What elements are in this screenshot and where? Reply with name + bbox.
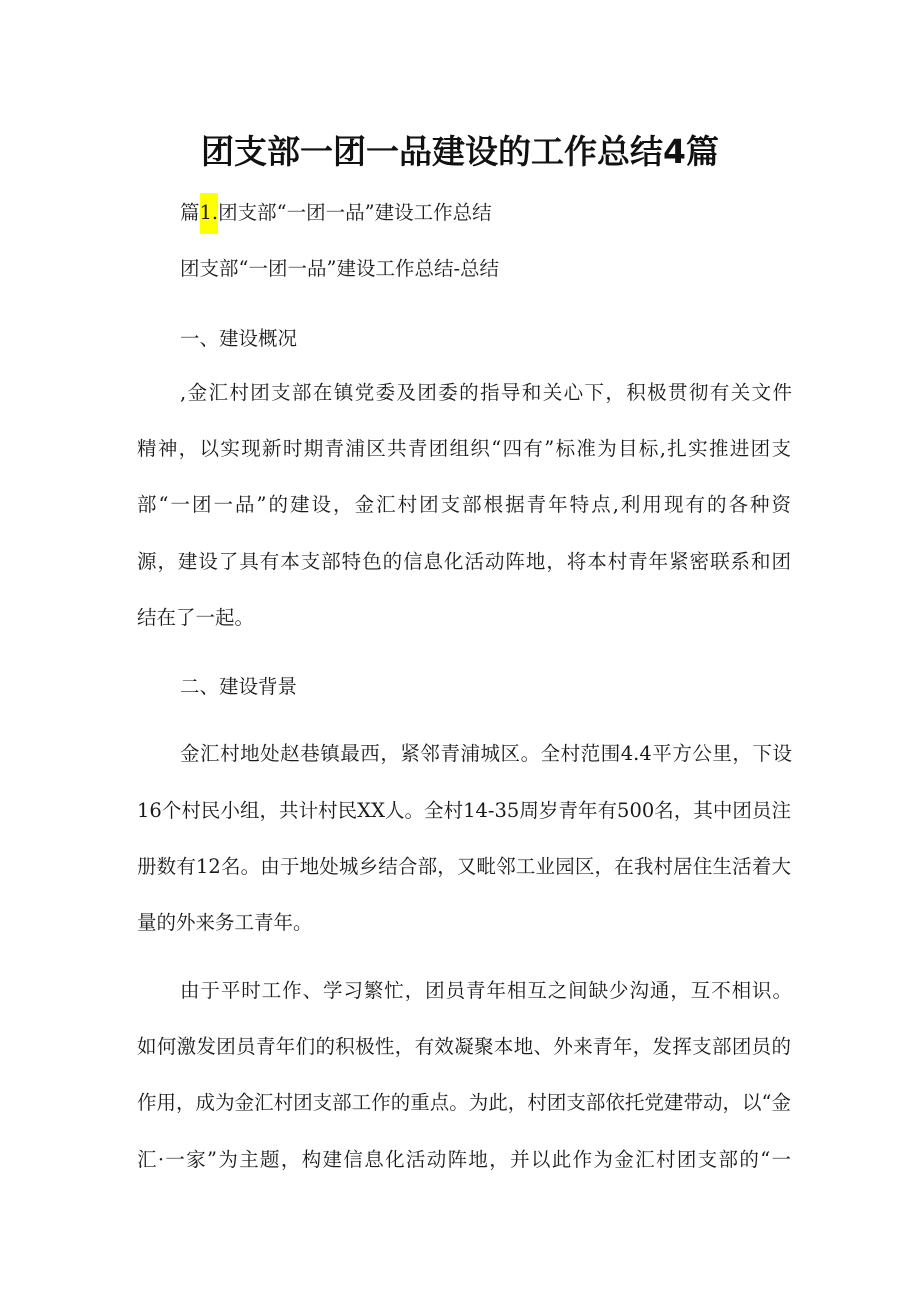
paragraph-line: 如何激发团员青年们的积极性，有效凝聚本地、外来青年，发挥支部团员的 [137,1035,791,1058]
highlighted-section-number: 1. [200,193,219,234]
paragraph-line: 由于平时工作、学习繁忙，团员青年相互之间缺少沟通，互不相识。 [180,979,792,1002]
paragraph-line: ,金汇村团支部在镇党委及团委的指导和关心下，积极贯彻有关文件 [180,381,792,404]
heading-overview: 一、建设概况 [180,327,298,350]
paragraph-line: 16个村民小组，共计村民XX人。全村14-35周岁青年有500名，其中团员注 [137,799,791,822]
heading-background: 二、建设背景 [180,675,298,698]
section-heading-1 [180,198,840,228]
paragraph-line: 作用，成为金汇村团支部工作的重点。为此，村团支部依托党建带动，以“金 [137,1091,791,1114]
paragraph-line: 精神，以实现新时期青浦区共青团组织“四有”标准为目标,扎实推进团支 [137,437,791,460]
paragraph-line: 金汇村地处赵巷镇最西，紧邻青浦城区。全村范围4.4平方公里，下设 [180,742,792,765]
document-title: 团支部一团一品建设的工作总结4篇 [201,132,719,171]
paragraph-line: 源，建设了具有本支部特色的信息化活动阵地，将本村青年紧密联系和团 [137,550,791,573]
section-heading-text: 团支部“一团一品”建设工作总结 [218,201,492,224]
paragraph-line: 册数有12名。由于地处城乡结合部，又毗邻工业园区，在我村居住生活着大 [137,855,791,878]
paragraph-line: 部“一团一品”的建设，金汇村团支部根据青年特点,利用现有的各种资 [137,493,791,516]
section-prefix: 篇 [180,201,200,224]
paragraph-line: 结在了一起。 [137,606,255,629]
document-subtitle: 团支部“一团一品”建设工作总结-总结 [180,257,500,280]
paragraph-line: 汇·一家”为主题，构建信息化活动阵地，并以此作为金汇村团支部的“一 [137,1148,791,1171]
paragraph-line: 量的外来务工青年。 [137,911,313,934]
